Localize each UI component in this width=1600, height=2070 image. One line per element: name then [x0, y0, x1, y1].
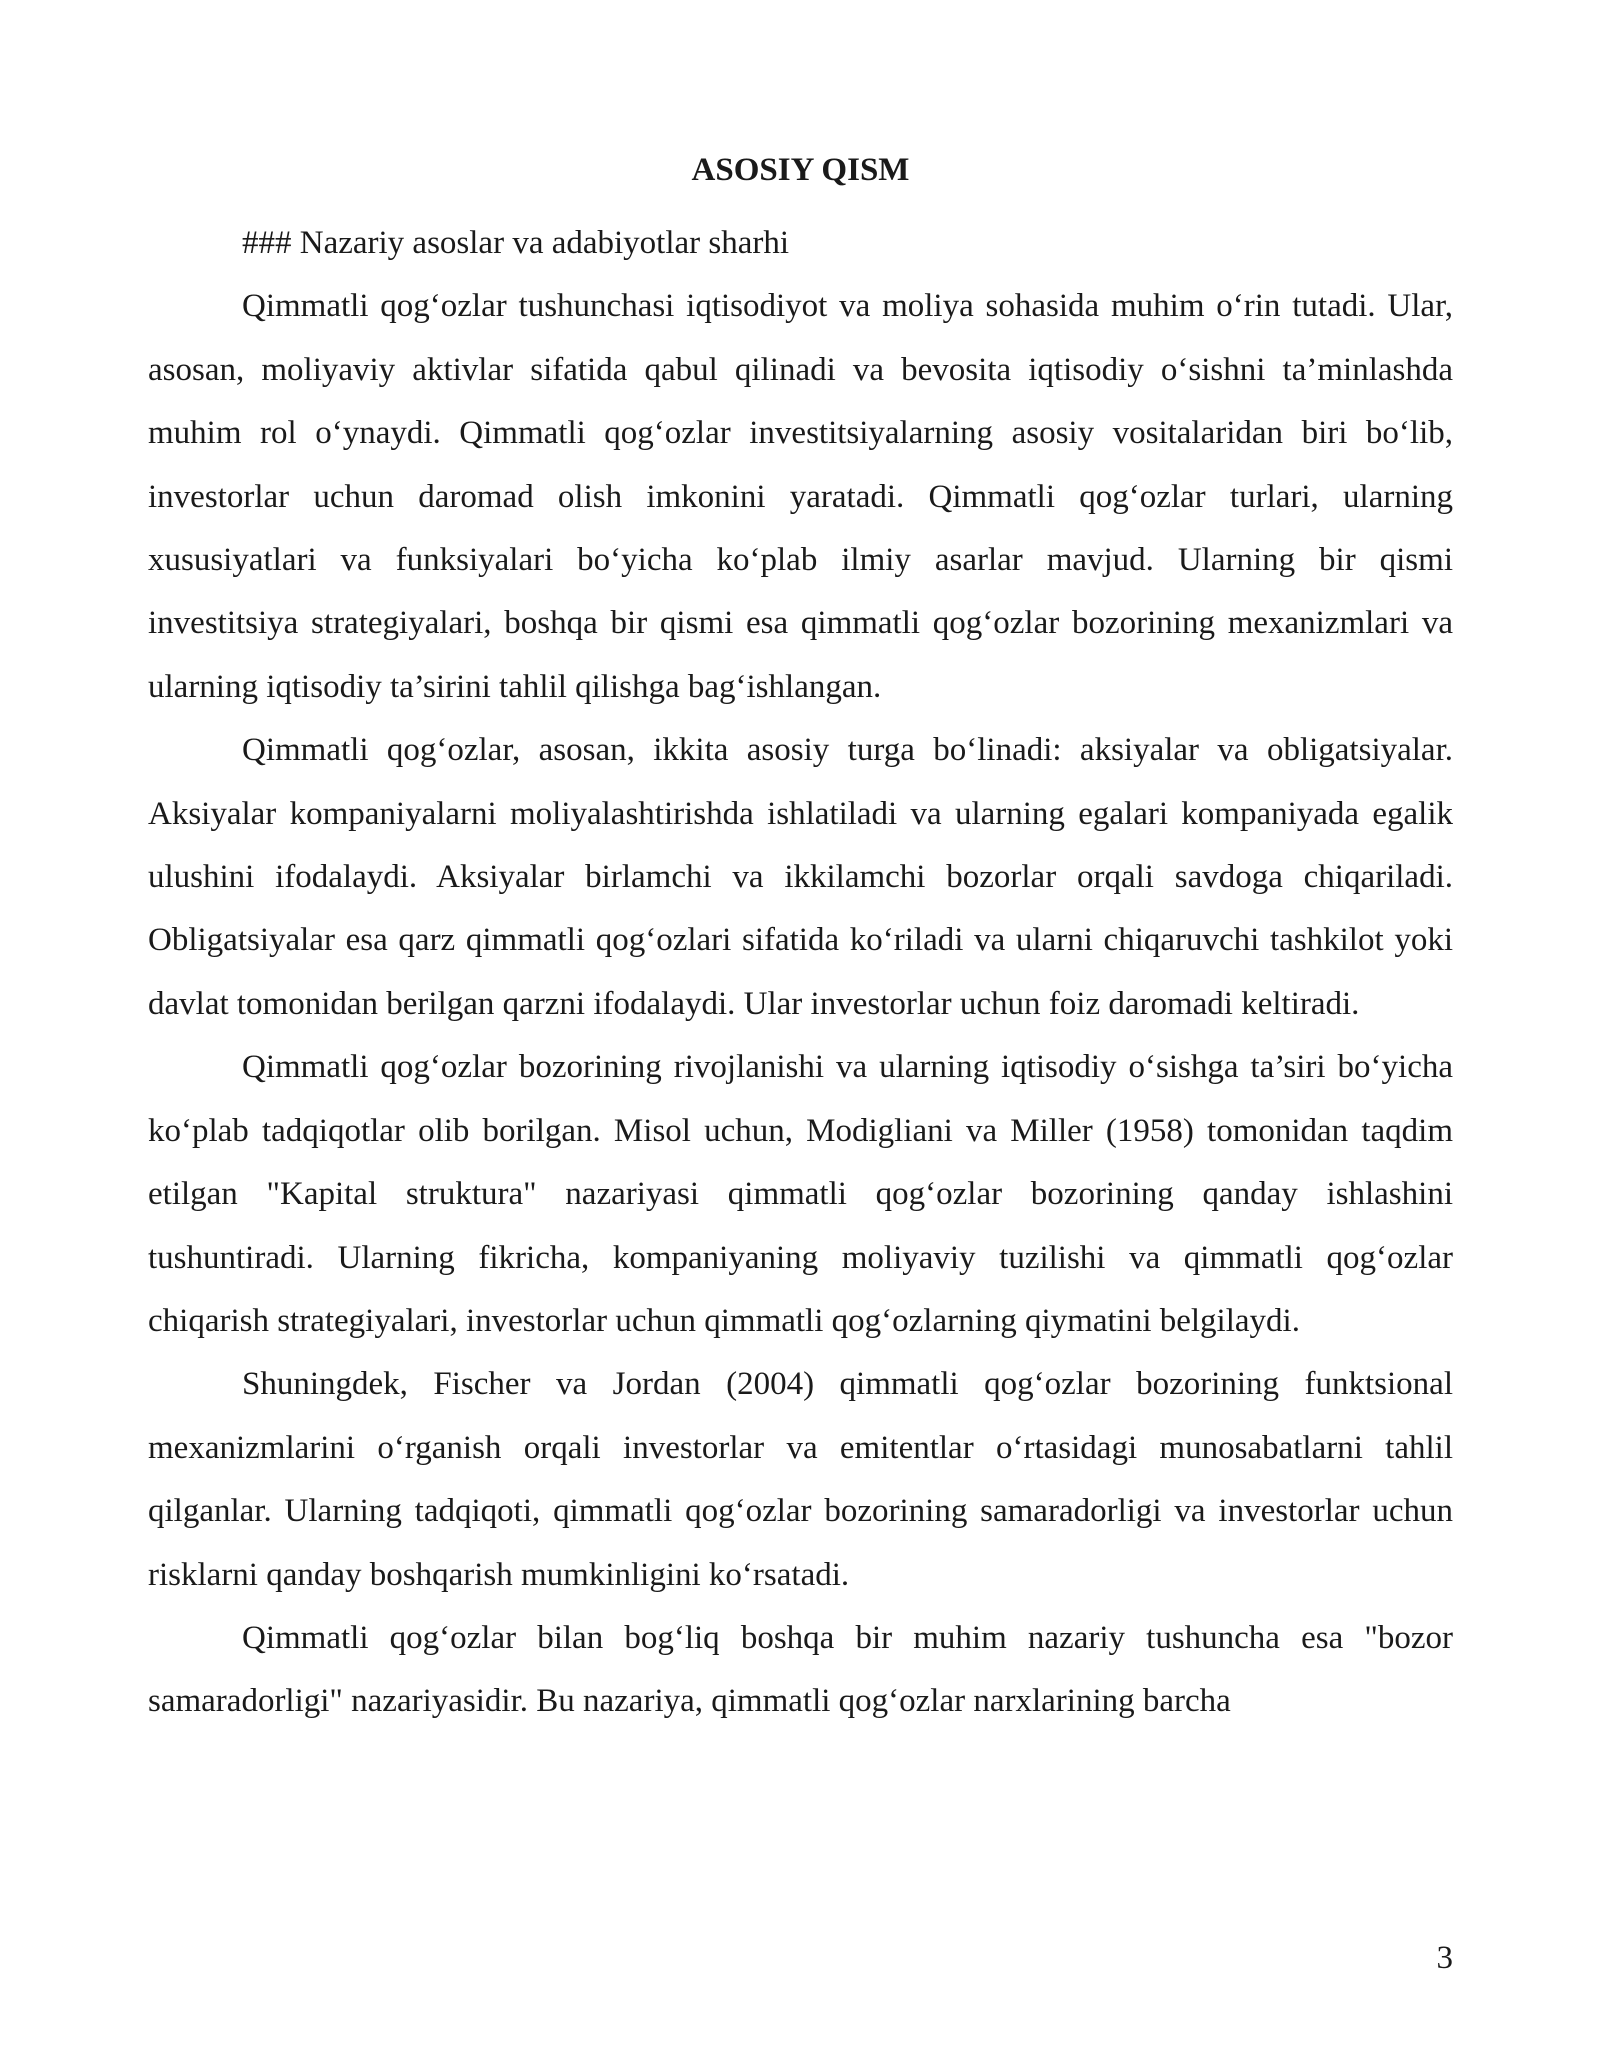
paragraph-3: Qimmatli qog‘ozlar bozorining rivojlanishi va ularning iqtisodiy o‘sishga ta’siri bo‘yicha ko‘plab tadqiqotlar olib borilgan. Misol uchun, Modigliani va Miller (1958) tomonidan taqdim etilgan "Kapital struktura" nazariyasi qimmatli qog‘ozlar bozorining qanday ishlashini tushuntiradi. Ularning fikricha, kompaniyaning moliyaviy tuzilishi va qimmatli qog‘ozlar chiqarish strategiyalari, investorlar uchun qimmatli qog‘ozlarning qiymatini belgilaydi.	[148, 1049, 1453, 1339]
paragraph-4: Shuningdek, Fischer va Jordan (2004) qimmatli qog‘ozlar bozorining funktsional mexanizmlarini o‘rganish orqali investorlar va emitentlar o‘rtasidagi munosabatlarni tahlil qilganlar. Ularning tadqiqoti, qimmatli qog‘ozlar bozorining samaradorligi va investorlar uchun risklarni qanday boshqarish mumkinligini ko‘rsatadi.	[148, 1366, 1453, 1593]
paragraph-1: Qimmatli qog‘ozlar tushunchasi iqtisodiyot va moliya sohasida muhim o‘rin tutadi. Ular, asosan, moliyaviy aktivlar sifatida qabul qilinadi va bevosita iqtisodiy o‘sishni ta’minlashda muhim rol o‘ynaydi. Qimmatli qog‘ozlar investitsiyalarning asosiy vositalaridan biri bo‘lib, investorlar uchun daromad olish imkonini yaratadi. Qimmatli qog‘ozlar turlari, ularning xususiyatlari va funksiyalari bo‘yicha ko‘plab ilmiy asarlar mavjud. Ularning bir qismi investitsiya strategiyalari, boshqa bir qismi esa qimmatli qog‘ozlar bozorining mexanizmlari va ularning iqtisodiy ta’sirini tahlil qilishga bag‘ishlangan.	[148, 288, 1453, 705]
section-title: ASOSIY QISM	[691, 152, 910, 188]
document-page	[148, 150, 1453, 1734]
page-number: 3	[1436, 1940, 1453, 1976]
paragraph-5: Qimmatli qog‘ozlar bilan bog‘liq boshqa bir muhim nazariy tushuncha esa "bozor samaradorligi" nazariyasidir. Bu nazariya, qimmatli qog‘ozlar narxlarining barcha	[148, 1619, 1453, 1720]
subsection-heading: ### Nazariy asoslar va adabiyotlar sharhi	[242, 225, 790, 261]
paragraph-2: Qimmatli qog‘ozlar, asosan, ikkita asosiy turga bo‘linadi: aksiyalar va obligatsiyalar. Aksiyalar kompaniyalarni moliyalashtirishda ishlatiladi va ularning egalari kompaniyada egalik ulushini ifodalaydi. Aksiyalar birlamchi va ikkilamchi bozorlar orqali savdoga chiqariladi. Obligatsiyalar esa qarz qimmatli qog‘ozlari sifatida ko‘riladi va ularni chiqaruvchi tashkilot yoki davlat tomonidan berilgan qarzni ifodalaydi. Ular investorlar uchun foiz daromadi keltiradi.	[148, 732, 1453, 1022]
